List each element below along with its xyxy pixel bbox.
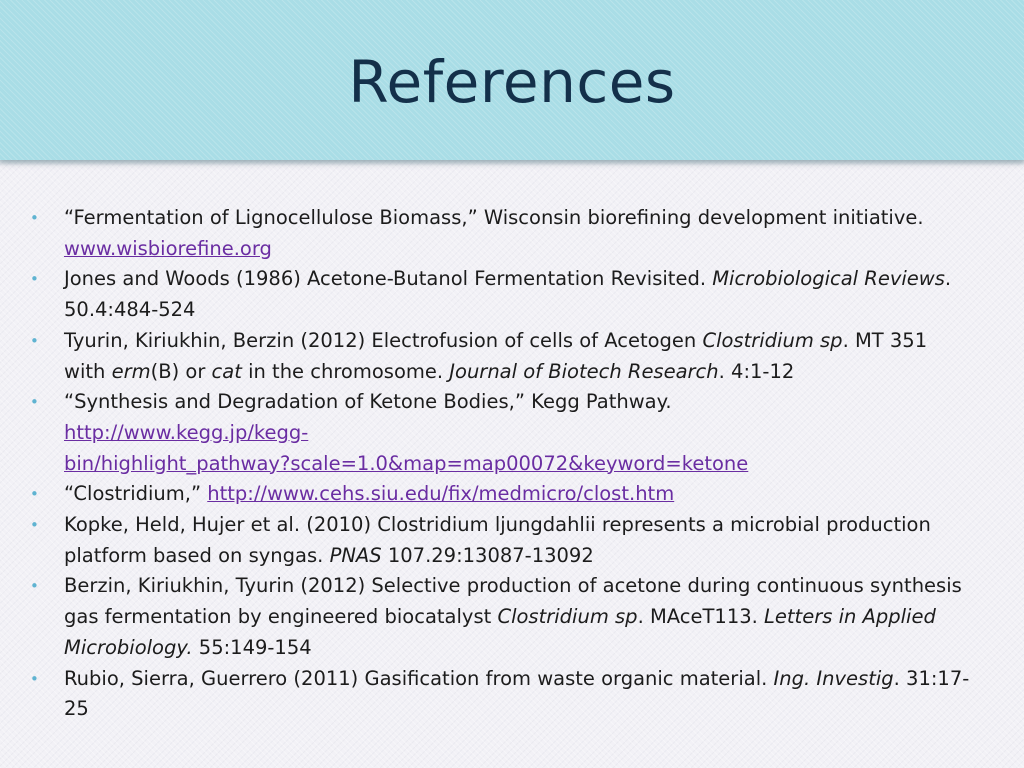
reference-text: “Synthesis and Degradation of Ketone Bodies,” Kegg Pathway. — [64, 390, 672, 414]
bullet-icon: • — [30, 485, 39, 504]
reference-link-line-1: http://www.kegg.jp/kegg- — [64, 420, 309, 444]
reference-text: Berzin, Kiriukhin, Tyurin (2012) Selective production of acetone during continuous synthesis gas fermentation by engineered biocatalyst — [64, 574, 962, 629]
bullet-icon: • — [30, 209, 39, 227]
bullet-icon: • — [30, 516, 39, 535]
reference-citation: . 31:17-25 — [64, 666, 970, 721]
reference-text: . MT 351 with — [64, 328, 928, 383]
reference-link[interactable]: www.wisbiorefine.org — [64, 236, 272, 260]
reference-text: (B) or — [150, 359, 206, 383]
reference-item-2 — [30, 264, 970, 325]
reference-item-4 — [30, 387, 970, 479]
title-band — [0, 0, 1024, 160]
reference-item-3 — [30, 326, 970, 387]
species-name: Clostridium sp — [702, 328, 843, 352]
reference-text: “Clostridium,” — [64, 482, 202, 506]
reference-item-7 — [30, 571, 970, 663]
reference-citation: . 4:1-12 — [718, 359, 795, 383]
reference-item-1 — [30, 203, 970, 264]
bullet-icon: • — [30, 331, 39, 350]
journal-name: Ing. Investig — [773, 666, 894, 690]
reference-text: in the chromosome. — [248, 359, 444, 383]
reference-text: Jones and Woods (1986) Acetone-Butanol Fermentation Revisited. — [64, 267, 707, 291]
species-name: Clostridium sp — [497, 605, 638, 629]
reference-link[interactable] — [64, 418, 970, 479]
reference-item-6 — [30, 510, 970, 571]
reference-text: Tyurin, Kiriukhin, Berzin (2012) Electrofusion of cells of Acetogen — [64, 328, 697, 352]
reference-link-line-2: bin/highlight_pathway?scale=1.0&map=map00072&keyword=ketone — [64, 451, 749, 475]
reference-citation: 55:149-154 — [198, 635, 312, 659]
references-list — [30, 203, 970, 725]
reference-item-5 — [30, 479, 970, 510]
bullet-icon: • — [30, 669, 39, 688]
reference-text: . MAceT113. — [637, 605, 758, 629]
bullet-icon: • — [30, 393, 39, 412]
reference-text: “Fermentation of Lignocellulose Biomass,” Wisconsin biorefining development initiative. — [64, 206, 924, 229]
journal-name: Letters in Applied Microbiology. — [64, 605, 936, 659]
reference-item-8 — [30, 664, 970, 725]
reference-citation: . 50.4:484-524 — [64, 267, 952, 322]
slide-title: References — [348, 48, 676, 116]
reference-citation: 107.29:13087-13092 — [387, 543, 594, 567]
journal-name: PNAS — [329, 543, 382, 567]
journal-name: Microbiological Reviews — [712, 267, 945, 291]
bullet-icon: • — [30, 270, 39, 289]
bullet-icon: • — [30, 577, 39, 596]
gene-name: cat — [211, 359, 242, 383]
reference-text: Rubio, Sierra, Guerrero (2011) Gasification from waste organic material. — [64, 666, 768, 690]
reference-text: Kopke, Held, Hujer et al. (2010) Clostridium ljungdahlii represents a microbial production platform based on syngas. — [64, 513, 931, 567]
journal-name: Journal of Biotech Research — [449, 359, 719, 383]
reference-link[interactable]: http://www.cehs.siu.edu/fix/medmicro/clost.htm — [207, 482, 675, 506]
gene-name: erm — [111, 359, 151, 383]
